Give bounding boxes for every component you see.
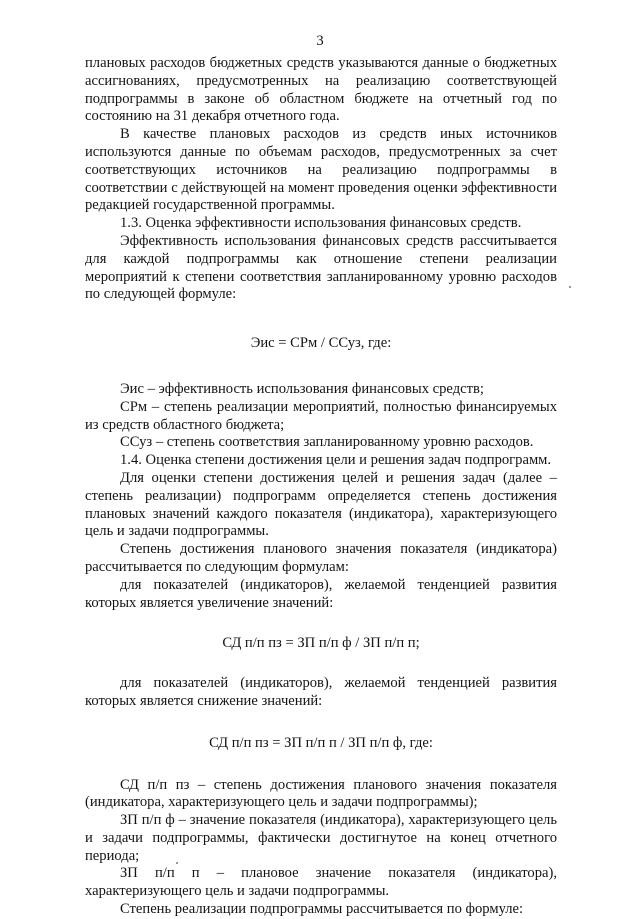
- definition: СРм – степень реализации мероприятий, полностью финансируемых из средств областного бюджета;: [85, 398, 557, 433]
- definition: ЗП п/п ф – значение показателя (индикатора), характеризующего цель и задачи подпрограммы, фактически достигнутое на конец отчетного периода;: [85, 812, 557, 864]
- paragraph: Для оценки степени достижения целей и решения задач (далее – степень реализации) подпрограмм определяется степень достижения плановых значений каждого показателя (индикатора), характеризующего цель и задачи подпрограммы.: [85, 469, 557, 540]
- paragraph: Степень реализации подпрограммы рассчитывается по формуле:: [120, 901, 524, 918]
- section-heading: 1.4. Оценка степени достижения цели и решения задач подпрограмм.: [120, 452, 552, 469]
- formula: Эис = СРм / ССуз, где:: [250, 335, 392, 352]
- formula: СД п/п пз = ЗП п/п п / ЗП п/п ф, где:: [209, 734, 433, 751]
- definition: ССуз – степень соответствия запланированному уровню расходов.: [120, 434, 534, 451]
- paragraph: плановых расходов бюджетных средств указываются данные о бюджетных ассигнованиях, предусмотренных на реализацию соответствующей подпрограммы в законе об областном бюджете на отчетный год по состоянию на 31 декабря отчетного года.: [85, 55, 557, 125]
- document-body: [85, 55, 557, 919]
- scan-speck: [176, 862, 178, 864]
- definition: ЗП п/п п – плановое значение показателя (индикатора), характеризующего цель и задачи подпрограммы.: [85, 865, 557, 900]
- paragraph: Эффективность использования финансовых средств рассчитывается для каждой подпрограммы как отношение степени реализации мероприятий к степени соответствия запланированному уровню расходов по следующей формуле:: [85, 232, 557, 303]
- section-heading: 1.3. Оценка эффективности использования финансовых средств.: [120, 215, 522, 232]
- paragraph: Степень достижения планового значения показателя (индикатора) рассчитывается по следующим формулам:: [85, 541, 557, 575]
- formula: СД п/п пз = ЗП п/п ф / ЗП п/п п;: [222, 635, 420, 652]
- page-number: 3: [316, 33, 324, 49]
- scan-speck: [569, 286, 571, 288]
- definition: Эис – эффективность использования финансовых средств;: [120, 380, 484, 397]
- paragraph: В качестве плановых расходов из средств иных источников используются данные по объемам расходов, предусмотренных за счет соответствующих источников на реализацию подпрограммы в соответствии с действующей на момент проведения оценки эффективности редакцией государственной программы.: [85, 126, 557, 214]
- definition: СД п/п пз – степень достижения планового значения показателя (индикатора, характеризующего цель и задачи подпрограммы);: [85, 776, 557, 811]
- paragraph: для показателей (индикаторов), желаемой тенденцией развития которых является увеличение значений:: [85, 576, 557, 611]
- paragraph: для показателей (индикаторов), желаемой тенденцией развития которых является снижение значений:: [85, 675, 557, 709]
